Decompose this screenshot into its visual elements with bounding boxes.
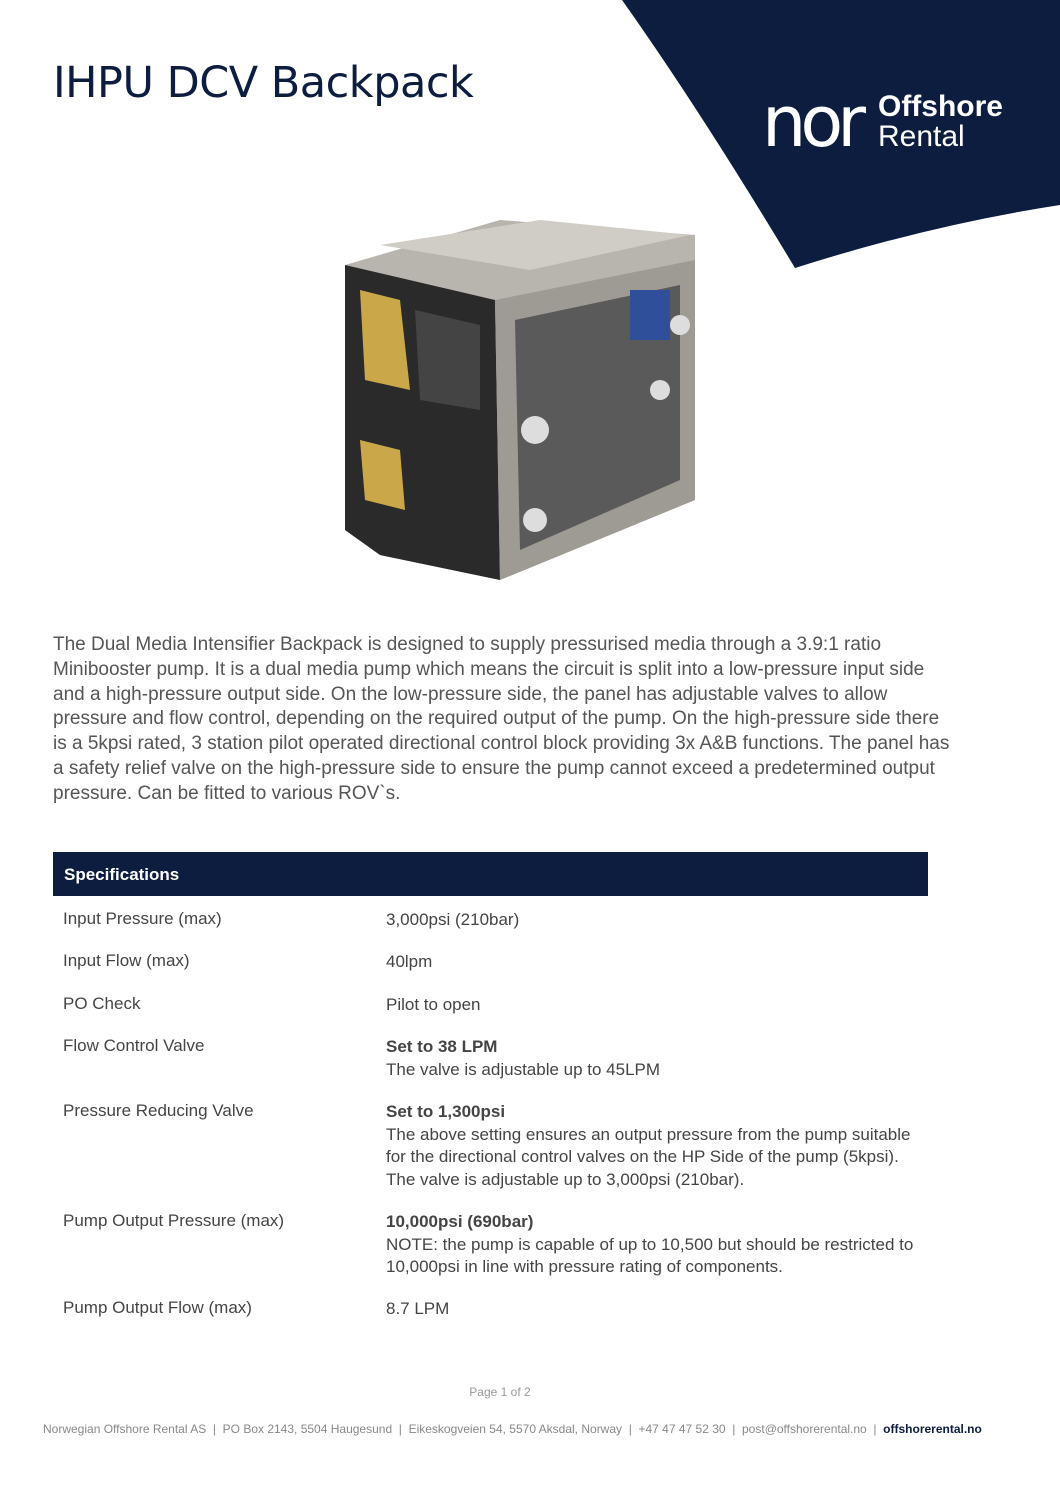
spec-value-bold: Set to 1,300psi xyxy=(386,1102,506,1121)
specifications-header: Specifications xyxy=(53,852,928,896)
spec-value: The valve is adjustable up to 45LPM xyxy=(386,1059,661,1079)
spec-value: NOTE: the pump is capable of up to 10,500 but should be restricted to 10,000psi in line with pressure rating of components. xyxy=(386,1234,914,1276)
product-description: The Dual Media Intensifier Backpack is designed to supply pressurised media through a 3.9:1 ratio Minibooster pump. It is a dual media pump which means the circuit is split into a low-pressure input side and a high-pressure output side. On the low-pressure side, the panel has adjustable valves to allow pressure and flow control, depending on the required output of the pump. On the high-pressure side there is a 5kpsi rated, 3 station pilot operated directional control block providing 3x A&B functions. The panel has a safety relief valve on the high-pressure side to ensure the pump cannot exceed a predetermined output pressure. Can be fitted to various ROV`s. xyxy=(53,634,950,804)
logo-line2: Rental xyxy=(877,120,965,153)
spec-label: Pump Output Flow (max) xyxy=(63,1298,252,1317)
spec-label: Pressure Reducing Valve xyxy=(63,1101,254,1120)
spec-value: 40lpm xyxy=(386,952,433,971)
logo-mark: nor xyxy=(762,81,860,163)
spec-value: The above setting ensures an output pressure from the pump suitable for the directional control valves on the HP Side of the pump (5kpsi). The valve is adjustable up to 3,000psi (210bar). xyxy=(386,1124,911,1189)
footer xyxy=(43,1422,982,1436)
spec-value-bold: Set to 38 LPM xyxy=(386,1037,498,1056)
product-photo xyxy=(340,210,700,590)
spec-label: Input Pressure (max) xyxy=(63,909,222,928)
spec-label: Input Flow (max) xyxy=(63,951,190,970)
spec-label: PO Check xyxy=(63,994,141,1013)
page-number: Page 1 of 2 xyxy=(469,1385,531,1399)
spec-label: Flow Control Valve xyxy=(63,1036,205,1055)
footer-contact: Norwegian Offshore Rental AS | PO Box 2143, 5504 Haugesund | Eikeskogveien 54, 5570 Aksdal, Norway | +47 47 47 52 30 | post@offshorerental.no | xyxy=(43,1422,884,1436)
page-title: IHPU DCV Backpack xyxy=(53,58,474,108)
logo-line1: Offshore xyxy=(877,90,1003,123)
spec-label: Pump Output Pressure (max) xyxy=(63,1211,285,1230)
footer-website-link[interactable]: offshorerental.no xyxy=(883,1422,982,1436)
spec-value: 3,000psi (210bar) xyxy=(386,910,520,929)
spec-value: Pilot to open xyxy=(386,995,481,1014)
spec-value-bold: 10,000psi (690bar) xyxy=(386,1212,534,1231)
spec-value: 8.7 LPM xyxy=(386,1299,450,1318)
company-logo xyxy=(762,81,1003,163)
